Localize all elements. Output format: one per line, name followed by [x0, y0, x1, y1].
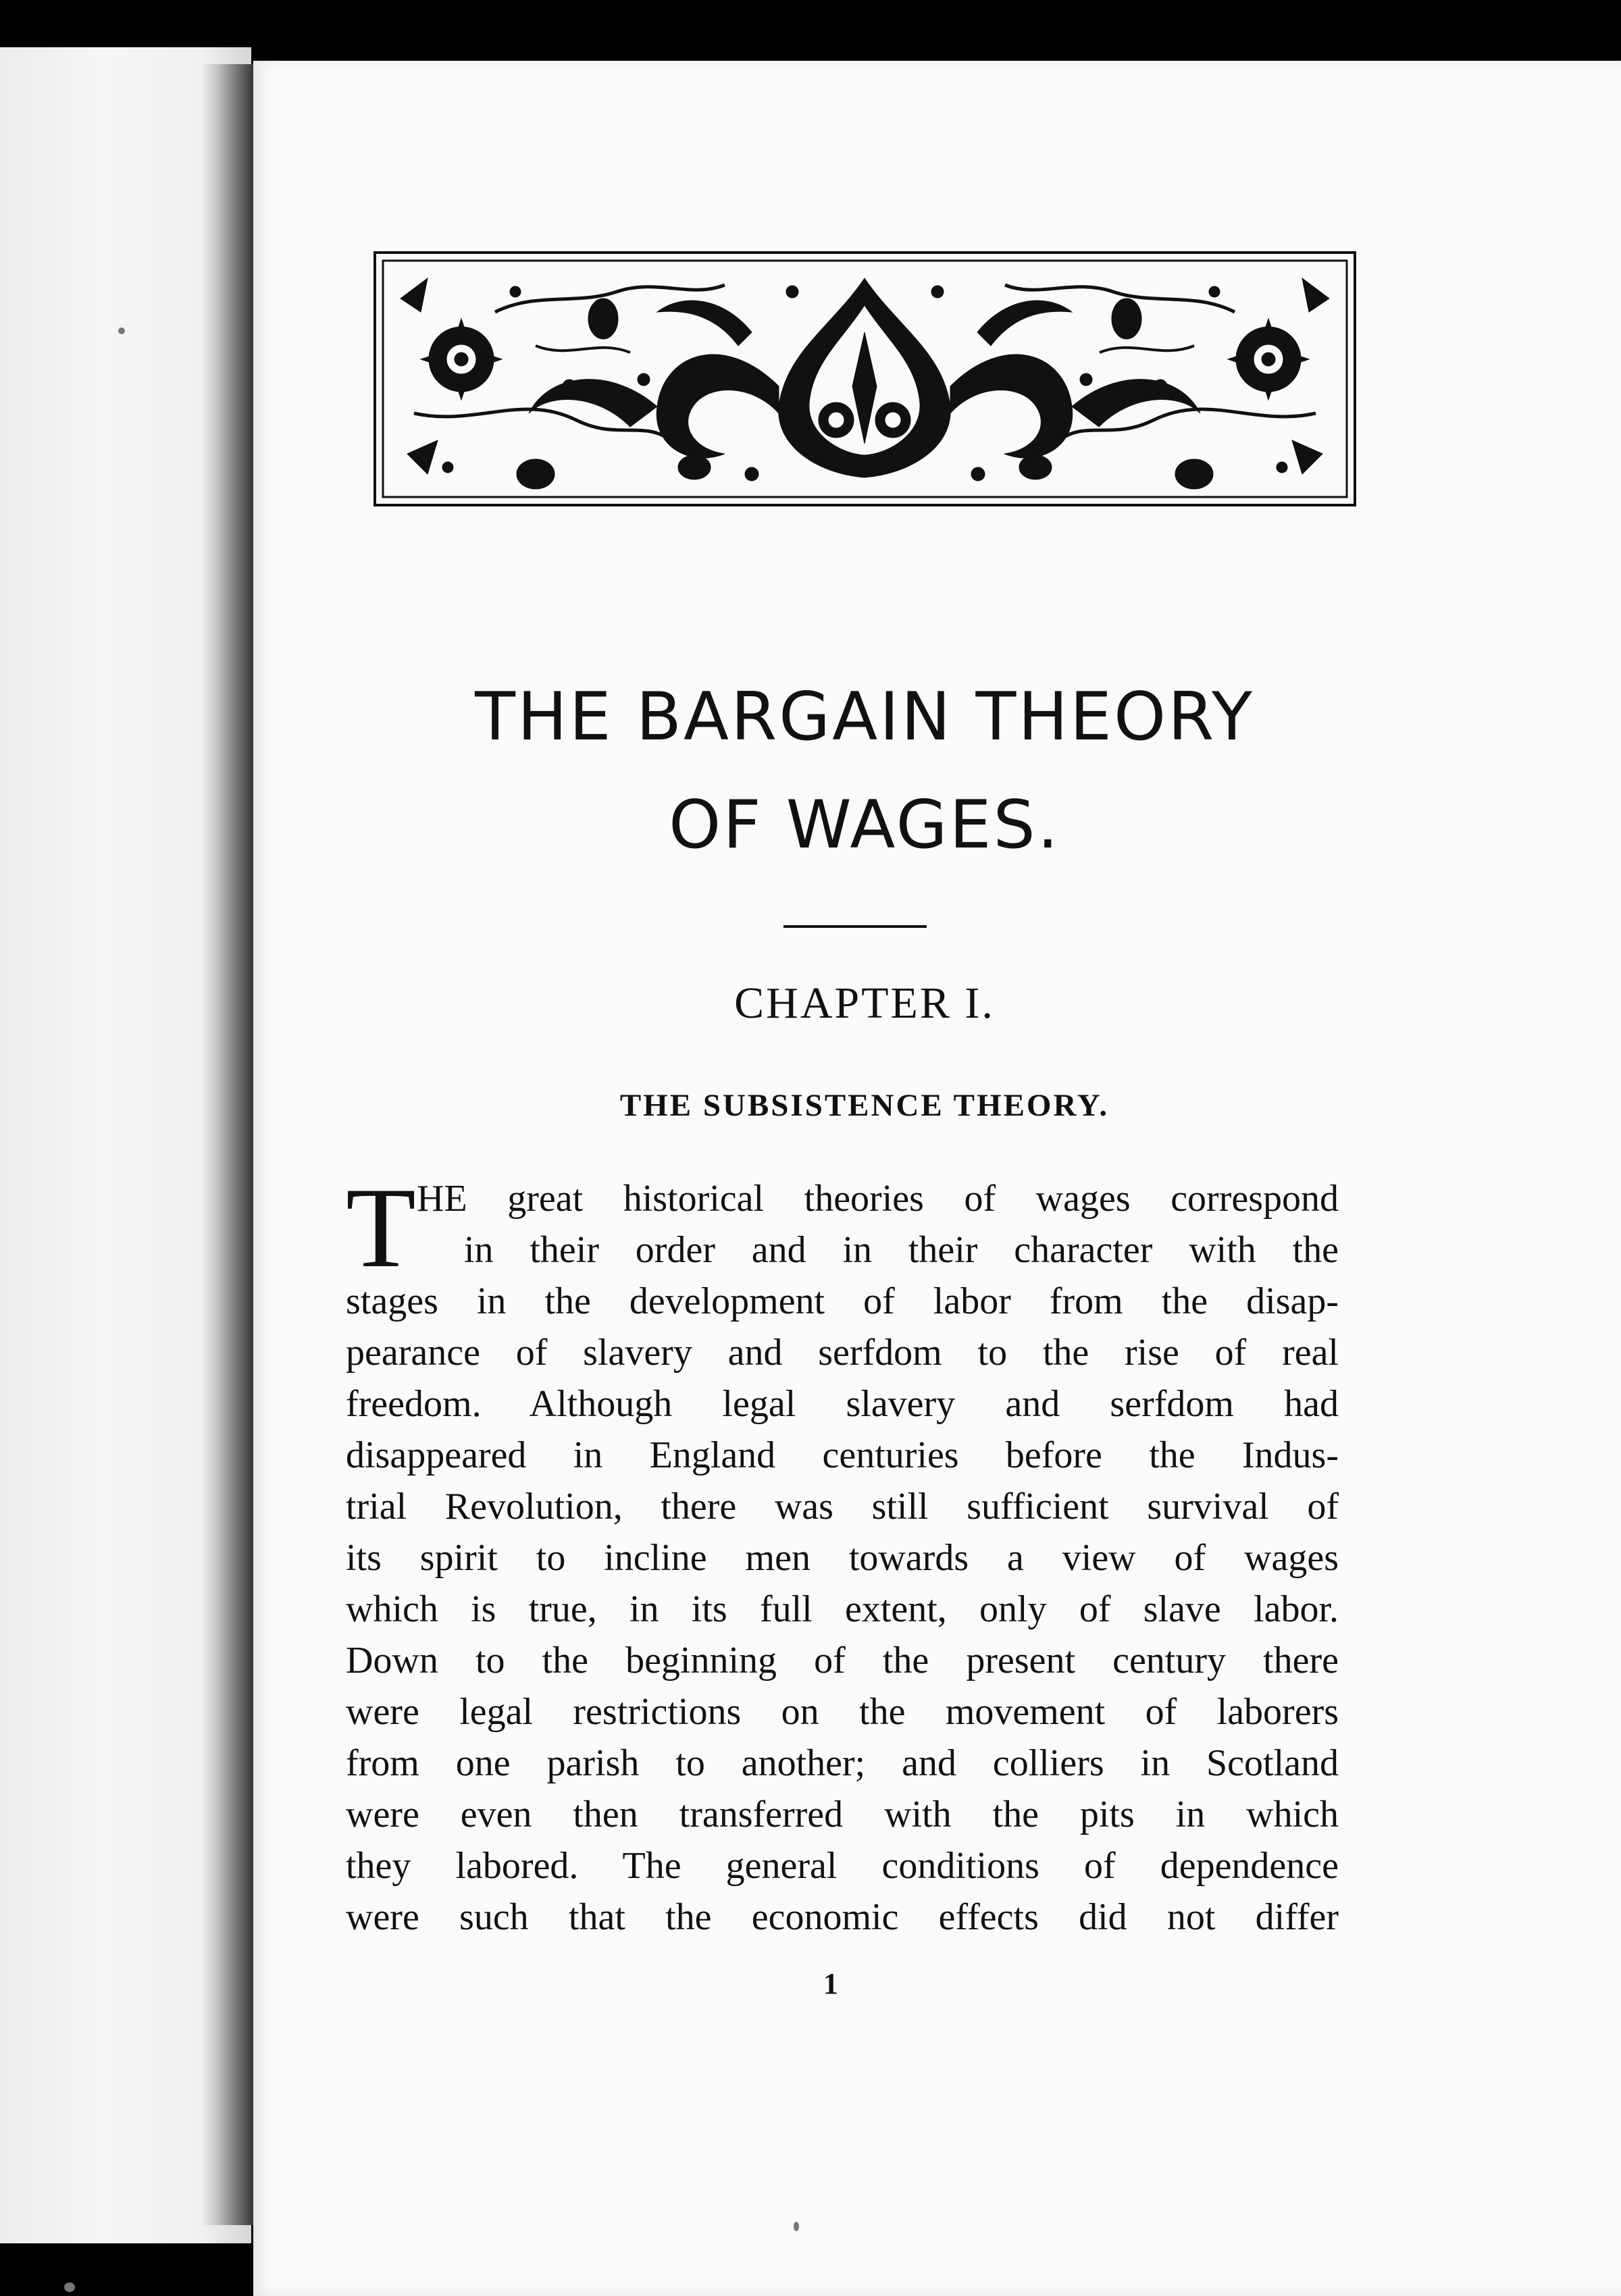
title-divider-rule: [783, 925, 927, 928]
body-line: were even then transferred with the pits in which: [346, 1794, 1339, 1835]
scan-speck: [794, 2222, 799, 2231]
body-line: [346, 1173, 1339, 1224]
section-heading: THE SUBSISTENCE THEORY.: [619, 1088, 1110, 1123]
scan-speck: [118, 328, 125, 334]
body-line: from one parish to another; and colliers in Scotland: [346, 1742, 1339, 1784]
body-line: in their order and in their character with the: [464, 1229, 1339, 1271]
body-line: they labored. The general conditions of dependence: [346, 1845, 1339, 1887]
body-line: trial Revolution, there was still sufficient survival of: [346, 1486, 1339, 1528]
body-line: its spirit to incline men towards a view of wages: [346, 1537, 1339, 1579]
body-line: stages in the development of labor from the disap-: [346, 1280, 1339, 1322]
body-line: freedom. Although legal slavery and serfdom had: [346, 1383, 1339, 1425]
page-number: 1: [823, 1967, 838, 2000]
body-line-text: HE great historical theories of wages correspond: [417, 1178, 1339, 1220]
body-text: [346, 1164, 1339, 1943]
chapter-heading: CHAPTER I.: [734, 979, 995, 1028]
body-line: pearance of slavery and serfdom to the rise of real: [346, 1332, 1339, 1374]
body-line: were such that the economic effects did not differ: [346, 1896, 1339, 1938]
body-line: Down to the beginning of the present century there: [346, 1640, 1339, 1681]
drop-cap: T: [346, 1164, 416, 1291]
book-title-line-2: OF WAGES.: [669, 787, 1060, 864]
book-title-line-1: THE BARGAIN THEORY: [475, 679, 1254, 756]
floral-ornament-icon: [374, 251, 1356, 506]
scan-speck: [64, 2282, 75, 2292]
body-line: disappeared in England centuries before the Indus-: [346, 1434, 1339, 1476]
body-line: which is true, in its full extent, only of slave labor.: [346, 1588, 1339, 1630]
body-line: were legal restrictions on the movement of laborers: [346, 1691, 1339, 1733]
